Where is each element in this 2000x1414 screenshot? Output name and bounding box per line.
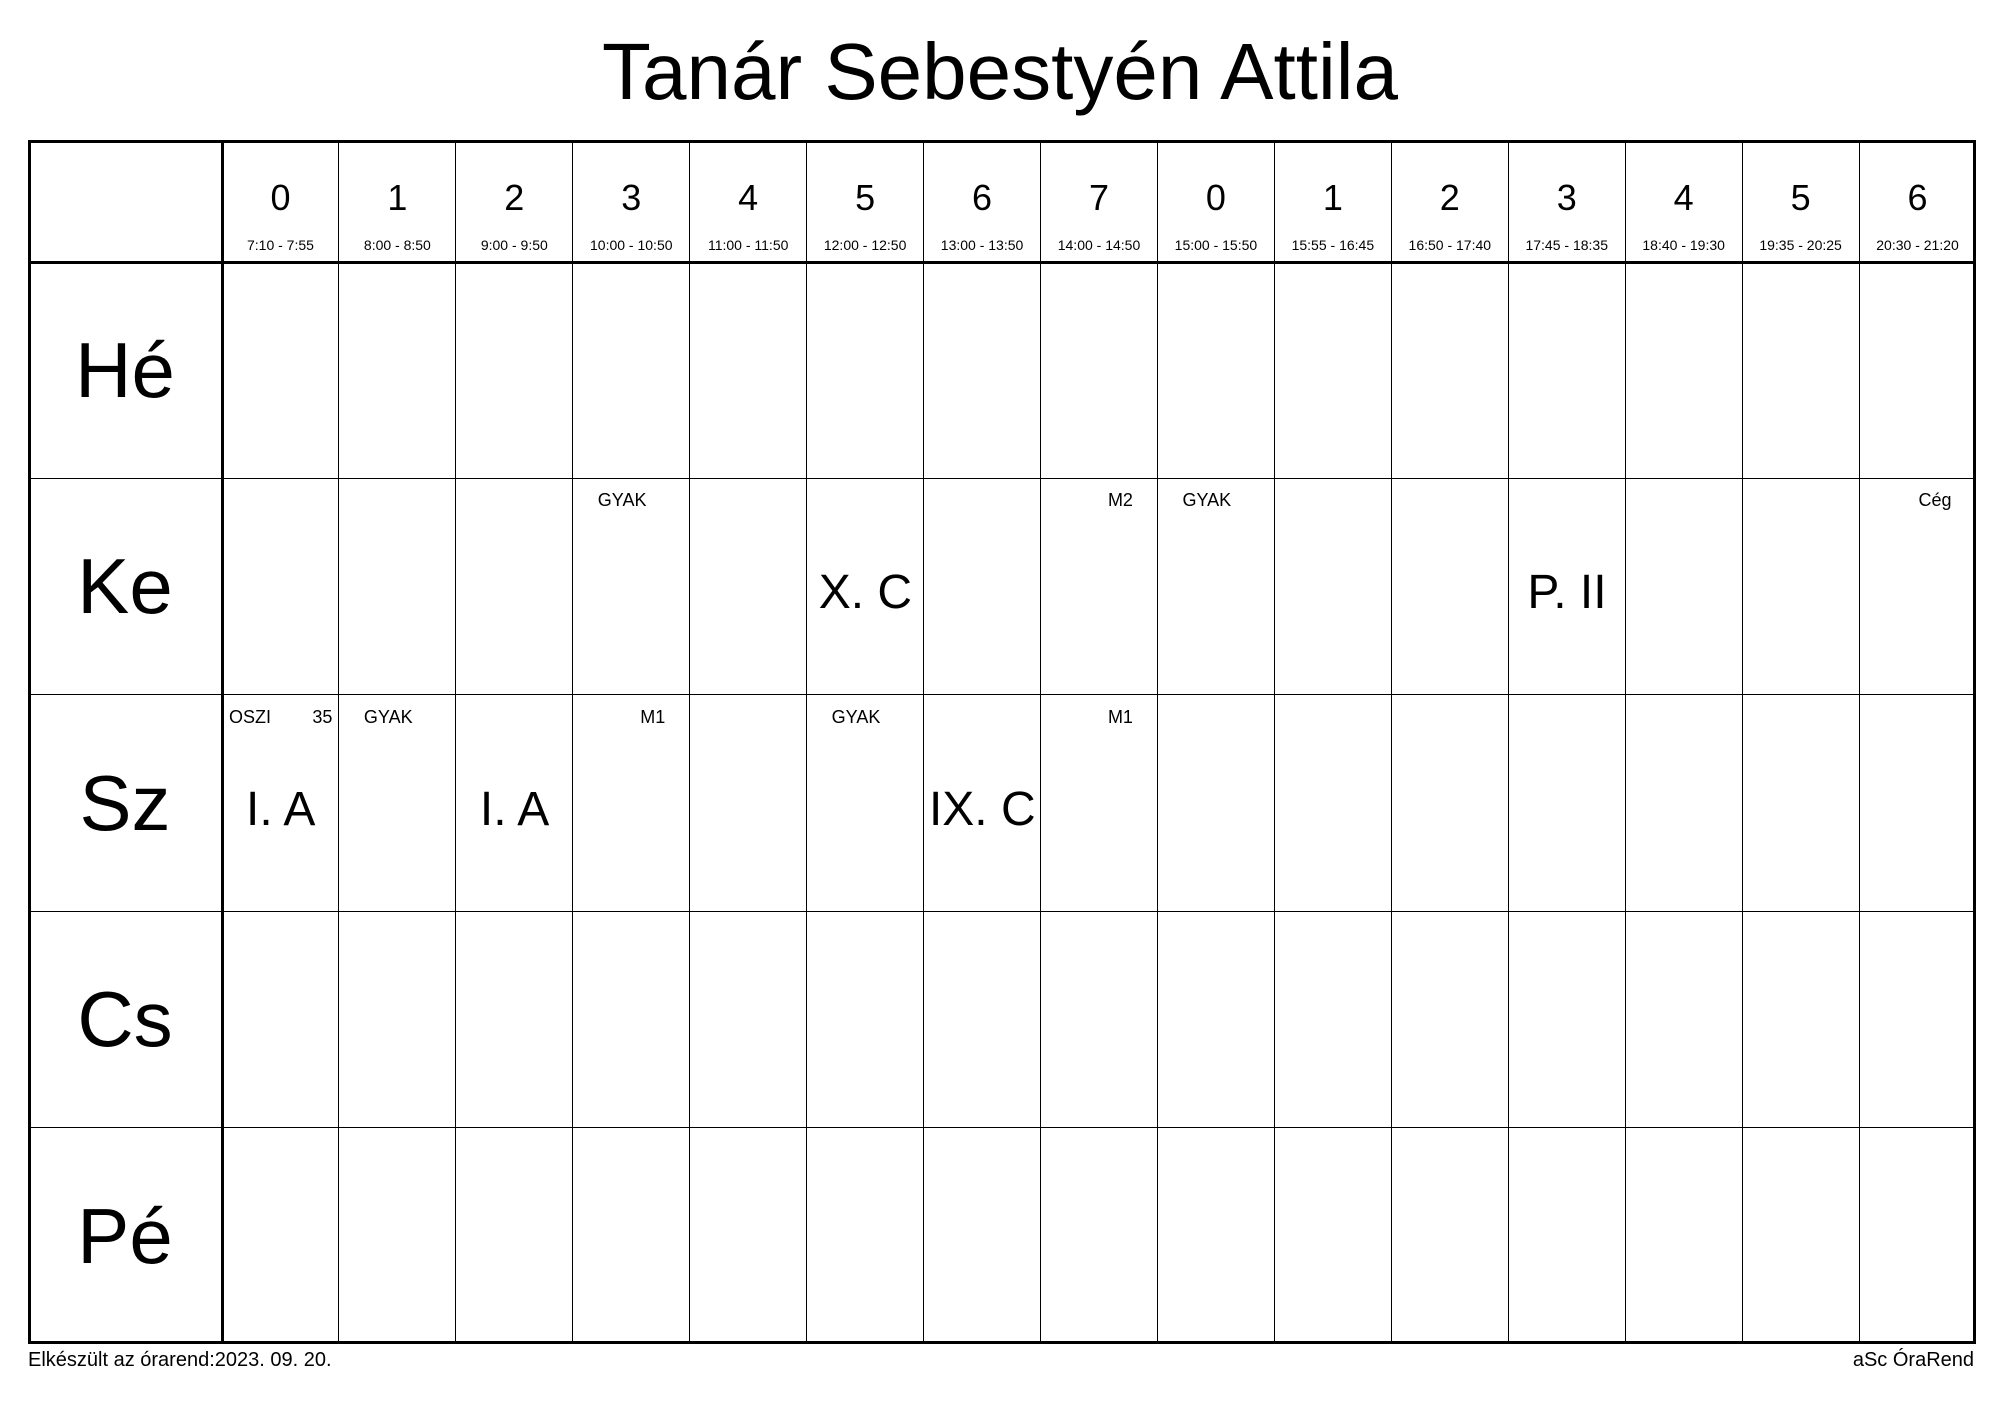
day-label: Hé [75,326,175,414]
lesson-block[interactable] [340,696,689,911]
lesson-class: P. II [1527,566,1607,620]
period-time: 7:10 - 7:55 [246,237,314,253]
period-number: 7 [1088,177,1109,218]
lesson-type: GYAK [831,706,881,727]
lesson-class: IX. C [928,782,1036,836]
row-divider [28,911,1976,912]
period-header [1742,140,1859,262]
period-header [1508,140,1625,262]
column-divider [455,140,456,1344]
period-time: 8:00 - 8:50 [363,237,431,253]
column-divider [1391,140,1392,1344]
period-header [924,140,1041,262]
period-time: 17:45 - 18:35 [1525,237,1608,253]
period-number: 0 [270,177,291,218]
lesson-class: I. A [479,782,550,836]
lesson-block[interactable] [808,696,1157,911]
period-header [339,140,456,262]
lesson-type: OSZI [229,706,272,727]
column-divider [1274,140,1275,1344]
period-time: 10:00 - 10:50 [590,237,673,253]
column-divider [806,140,807,1344]
lesson-room: 35 [312,706,333,727]
period-header [807,140,924,262]
period-time: 14:00 - 14:50 [1057,237,1141,253]
lesson-class: X. C [818,566,913,620]
footer-app-name: aSc ÓraRend [1852,1349,1974,1371]
lesson-type: GYAK [597,490,647,511]
period-number: 3 [1556,177,1577,218]
column-divider [1040,140,1041,1344]
period-number: 2 [504,177,525,218]
lesson-room: M1 [1107,706,1133,727]
period-number: 2 [1439,177,1460,218]
timetable-grid [28,140,1976,1344]
column-divider [1742,140,1743,1344]
period-number: 1 [387,177,408,218]
lesson-block[interactable] [1158,479,1975,694]
period-time: 16:50 - 17:40 [1408,237,1492,253]
row-divider [28,694,1976,695]
period-number: 6 [1907,177,1928,218]
lesson-block[interactable] [223,696,338,911]
lesson-room: M1 [640,706,666,727]
period-header [1625,140,1742,262]
header-divider [28,261,1976,264]
lesson-room: Cég [1918,490,1952,511]
row-divider [28,1127,1976,1128]
footer-generated-date: Elkészült az órarend:2023. 09. 20. [28,1349,332,1371]
column-divider [338,140,339,1344]
period-time: 20:30 - 21:20 [1876,237,1959,253]
lesson-class: I. A [246,782,316,836]
period-time: 15:00 - 15:50 [1174,237,1258,253]
period-time: 12:00 - 12:50 [823,237,907,253]
column-divider [1625,140,1626,1344]
period-time: 15:55 - 16:45 [1291,237,1375,253]
lesson-block[interactable] [574,479,1157,694]
period-header [690,140,807,262]
period-number: 5 [855,177,876,218]
day-label: Ke [77,542,173,631]
period-header [456,140,573,262]
day-label: Pé [77,1191,173,1280]
page-title: Tanár Sebestyén Attila [601,27,1399,116]
period-time: 13:00 - 13:50 [940,237,1024,253]
column-divider [689,140,690,1344]
lesson-type: GYAK [1182,490,1232,511]
lesson-room: M2 [1107,490,1133,511]
period-number: 1 [1322,177,1343,218]
period-header [1157,140,1274,262]
period-number: 4 [738,177,759,218]
column-divider [572,140,573,1344]
day-label: Cs [77,975,173,1064]
column-divider [1157,140,1158,1344]
row-divider [28,478,1976,479]
period-number: 3 [621,177,642,218]
period-number: 4 [1673,177,1694,218]
period-header [222,140,339,262]
period-header [1041,140,1158,262]
period-number: 5 [1790,177,1811,218]
period-header [1274,140,1391,262]
period-number: 0 [1205,177,1226,218]
period-time: 19:35 - 20:25 [1759,237,1842,253]
day-label: Sz [79,758,171,847]
column-divider [1859,140,1860,1344]
period-header [1859,140,1976,262]
period-header [1391,140,1508,262]
period-number: 6 [972,177,993,218]
lesson-type: GYAK [363,706,413,727]
column-divider [1508,140,1509,1344]
period-header [573,140,690,262]
period-time: 11:00 - 11:50 [707,237,789,253]
day-column-divider [221,140,224,1344]
period-time: 9:00 - 9:50 [480,237,548,253]
period-time: 18:40 - 19:30 [1642,237,1725,253]
column-divider [923,140,924,1344]
